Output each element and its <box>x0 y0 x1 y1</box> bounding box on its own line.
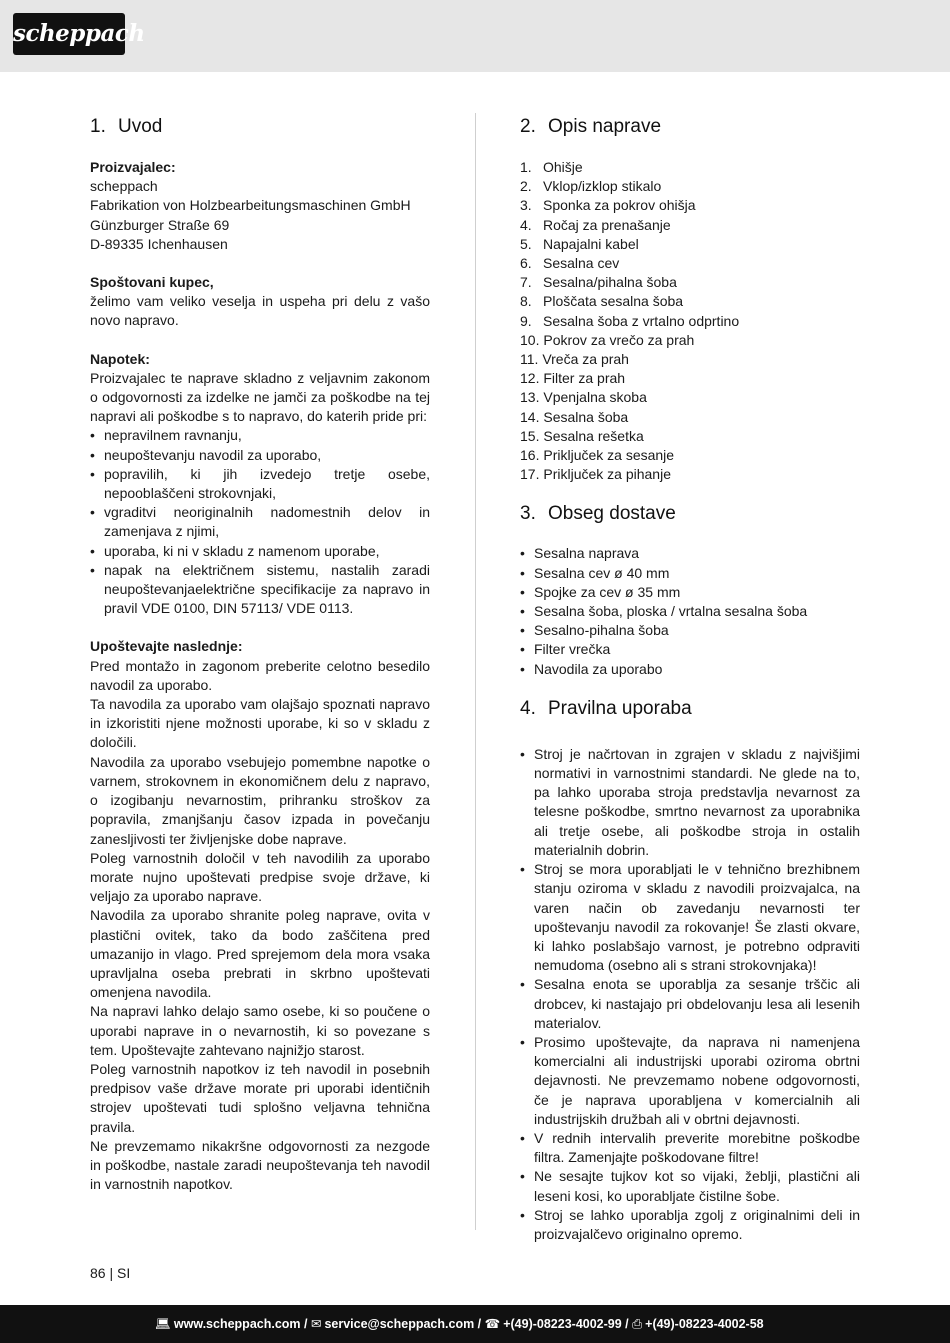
page-number: 86 | SI <box>90 1265 131 1281</box>
list-item: 17. Priključek za pihanje <box>520 466 671 483</box>
note-list <box>90 426 430 618</box>
list-item: • Prosimo upoštevajte, da naprava ni namenjena komercialni ali industrijski uporabi oziroma obrtni dejavnosti. Ne prevzemamo nobene odgovornosti, če je naprava uporabljena v komercialnih ali industrijskih družbah ali v obrtni dejavnosti. <box>520 1033 860 1129</box>
scheppach-logo: scheppach <box>13 13 125 55</box>
observe-paragraph: Pred montažo in zagonom preberite celotno besedilo navodil za uporabo. <box>90 657 430 693</box>
list-item: • Sesalna naprava <box>520 544 860 563</box>
list-item: 10. Pokrov za vrečo za prah <box>520 331 695 348</box>
footer-bar: 💻︎ www.scheppach.com / ✉︎ service@scheppach.com / ☎︎ +(49)-08223-4002-99 / ⎙ +(49)-08223-4002-58 <box>0 1305 950 1343</box>
list-item: 7. Sesalna/pihalna šoba <box>520 274 677 291</box>
list-item: 11. Vreča za prah <box>520 351 629 368</box>
list-item: • uporaba, ki ni v skladu z namenom uporabe, <box>90 542 430 561</box>
list-item: 8. Ploščata sesalna šoba <box>520 293 684 310</box>
column-divider <box>475 113 476 1230</box>
list-item: 2. Vklop/izklop stikalo <box>520 178 662 195</box>
website-link[interactable]: www.scheppach.com <box>173 1317 301 1331</box>
computer-icon: 💻︎ <box>155 1317 171 1331</box>
observe-paragraph: Poleg varnostnih določil v teh navodilih za uporabo morate nujno upoštevati predpise svoje države, ki veljajo za uporabo naprave. <box>90 849 430 905</box>
fax-number: +(49)-08223-4002-58 <box>645 1317 764 1331</box>
list-item: • Spojke za cev ø 35 mm <box>520 583 860 602</box>
observe-paragraph: Ne prevzemamo nikakršne odgovornosti za nezgode in poškodbe, nastale zaradi neupoštevanja teh navodil in varnostnih napotkov. <box>90 1137 430 1193</box>
header-bar <box>0 0 950 72</box>
list-item: • napak na električnem sistemu, nastalih zaradi neupoštevanjaelektrične specifikacije za napravo in pravil VDE 0100, DIN 57113/ VDE 0113. <box>90 561 430 619</box>
list-item: 16. Priključek za sesanje <box>520 447 675 464</box>
scope-list <box>520 544 860 678</box>
list-item: • Sesalno-pihalna šoba <box>520 621 860 640</box>
observe-paragraph: Poleg varnostnih napotkov iz teh navodil in posebnih predpisov vaše države morate pri uporabi identičnih strojev upoštevati tudi splošno veljavna tehnična pravila. <box>90 1060 430 1135</box>
observe-label: Upoštevajte naslednje: <box>90 638 243 655</box>
list-item: 3. Sponka za pokrov ohišja <box>520 197 696 214</box>
envelope-icon: ✉︎ <box>310 1317 322 1331</box>
list-item: • nepravilnem ravnanju, <box>90 426 430 445</box>
list-item: • Stroj se mora uporabljati le v tehnično brezhibnem stanju oziroma v skladu z navodili proizvajalca, na varen način ob zavedanju nevarnosti ter upoštevanju navodil za rokovanje! Še zlasti okvare, ki lahko poslabšajo varnost, je potrebno odpraviti nemudoma (osebno ali s strani strokovnjaka)! <box>520 860 860 975</box>
observe-paragraph: Navodila za uporabo shranite poleg naprave, ovita v plastični ovitek, tako da bodo zaščitena pred umazanijo in vlago. Pred sprejemom dela mora vsaka upravljalna oseba prebrati in skrbno upoštevati omenjena navodila. <box>90 907 430 1001</box>
observe-paragraph: Navodila za uporabo vsebujejo pomembne napotke o varnem, strokovnem in ekonomičnem delu z napravo, o izogibanju nevarnostim, prihranku stroškov za popravila, zmanjšanju časov izpada in povečanju zanesljivosti ter življenjske dobe naprave. <box>90 753 430 847</box>
list-item: 12. Filter za prah <box>520 370 626 387</box>
list-item: • Navodila za uporabo <box>520 660 860 679</box>
list-item: 5. Napajalni kabel <box>520 235 639 252</box>
observe-paragraph: Na napravi lahko delajo samo osebe, ki so poučene o uporabi naprave in o nevarnostih, ki so povezane s tem. Upoštevajte zahtevano najnižjo starost. <box>90 1003 430 1058</box>
section-title-description: 2. Opis naprave <box>520 116 662 137</box>
left-column <box>90 113 430 1194</box>
section-title-scope: 3. Obseg dostave <box>520 503 676 525</box>
list-item: • popravilih, ki jih izvedejo tretje osebe, nepooblaščeni strokovnjaki, <box>90 465 430 503</box>
manufacturer-address: scheppach Fabrikation von Holzbearbeitungsmaschinen GmbH Günzburger Straße 69 D-89335 Ichenhausen <box>90 178 411 252</box>
fax-icon: ⎙ <box>632 1317 643 1331</box>
note-text: Proizvajalec te naprave skladno z veljavnim zakonom o odgovornosti za izdelke ne jamči za poškodbe na tej napravi ali poškodbe s to napravo, do katerih pride pri: <box>90 369 430 425</box>
list-item: 13. Vpenjalna skoba <box>520 389 647 406</box>
observe-paragraph: Ta navodila za uporabo vam olajšajo spoznati napravo in izkoristiti njene možnosti uporabe, ki so v skladu z določili. <box>90 696 430 751</box>
phone-icon: ☎︎ <box>484 1317 501 1331</box>
note-label: Napotek: <box>90 350 150 367</box>
intended-use-list <box>520 745 860 1244</box>
customer-label: Spoštovani kupec, <box>90 274 214 291</box>
right-column <box>520 113 860 1244</box>
list-item: • neupoštevanju navodil za uporabo, <box>90 446 430 465</box>
list-item: • Stroj je načrtovan in zgrajen v skladu z najvišjimi normativi in varnostnimi standardi. Ne glede na to, pa lahko uporaba stroja predstavlja nevarnost za telesne poškodbe, smrtno nevarnost za uporabnika ali tretje osebe, ali poškodbe stroja in ostalih materialnih dobrin. <box>520 745 860 860</box>
list-item: • Filter vrečka <box>520 640 860 659</box>
list-item: • Sesalna šoba, ploska / vrtalna sesalna šoba <box>520 602 860 621</box>
list-item: • V rednih intervalih preverite morebitne poškodbe filtra. Zamenjajte poškodovane filtre! <box>520 1129 860 1167</box>
parts-list <box>520 158 860 484</box>
customer-text: želimo vam veliko veselja in uspeha pri delu z vašo novo napravo. <box>90 293 430 329</box>
list-item: 14. Sesalna šoba <box>520 408 629 425</box>
section-title-intro: 1. Uvod <box>90 116 163 137</box>
list-item: • Stroj se lahko uporablja zgolj z originalnimi deli in proizvajalčevo originalno opremo. <box>520 1206 860 1244</box>
list-item: • Ne sesajte tujkov kot so vijaki, žeblji, plastični ali leseni kosi, ko uporabljate čistilne šobe. <box>520 1167 860 1205</box>
email-link[interactable]: service@scheppach.com <box>324 1317 475 1331</box>
list-item: 6. Sesalna cev <box>520 255 620 272</box>
phone-number: +(49)-08223-4002-99 <box>503 1317 622 1331</box>
section-title-intended-use: 4. Pravilna uporaba <box>520 697 692 719</box>
list-item: 15. Sesalna rešetka <box>520 427 644 444</box>
list-item: 1. Ohišje <box>520 159 583 175</box>
manufacturer-label: Proizvajalec: <box>90 159 176 175</box>
list-item: 9. Sesalna šoba z vrtalno odprtino <box>520 312 740 329</box>
list-item: 4. Ročaj za prenašanje <box>520 216 671 233</box>
list-item: • Sesalna enota se uporablja za sesanje trščic ali drobcev, ki nastajajo pri obdelovanju lesa ali lesenih materialov. <box>520 975 860 1033</box>
list-item: • vgraditvi neoriginalnih nadomestnih delov in zamenjava z njimi, <box>90 503 430 541</box>
list-item: • Sesalna cev ø 40 mm <box>520 564 860 583</box>
